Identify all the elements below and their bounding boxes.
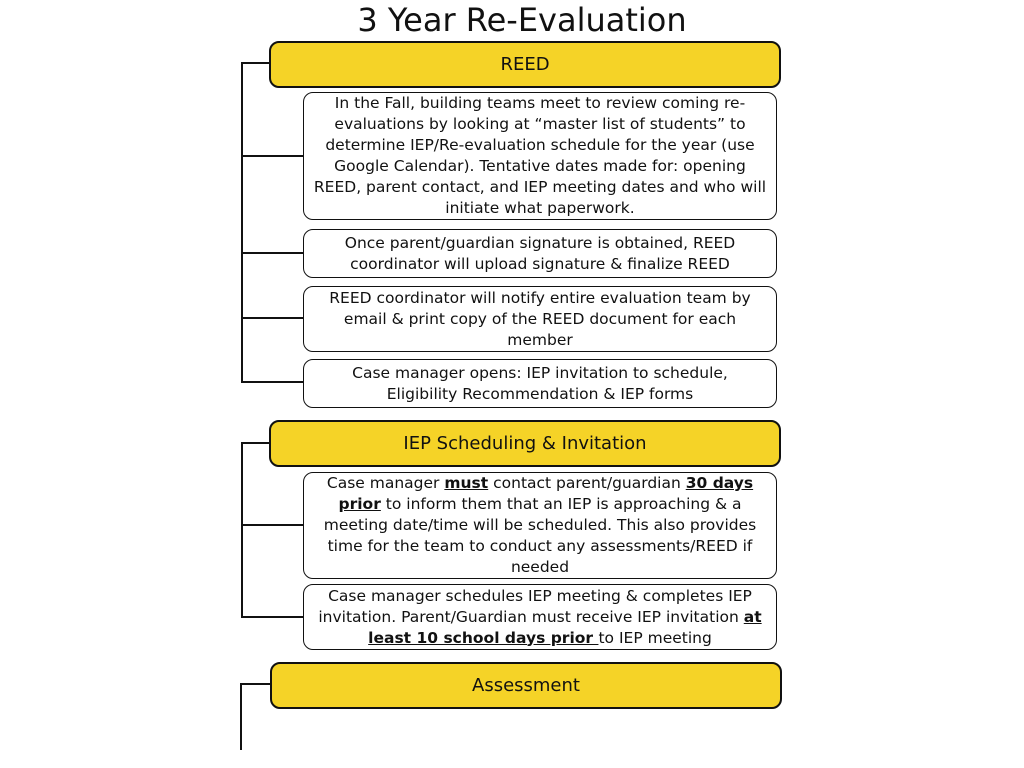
section-header-reed <box>269 41 781 88</box>
step-box <box>303 472 777 579</box>
connector-line <box>241 616 304 618</box>
text-run: to IEP meeting <box>598 628 712 647</box>
text-run: REED coordinator will notify entire evaluation team by email & print copy of the REED document for each member <box>329 288 751 349</box>
step-box <box>303 359 777 408</box>
step-text <box>310 586 770 649</box>
connector-line <box>241 442 270 444</box>
section-header-label: Assessment <box>472 675 580 696</box>
connector-line <box>241 317 304 319</box>
connector-line <box>241 63 243 383</box>
emphasized-text: 30 days prior <box>338 474 754 513</box>
step-box <box>303 92 777 220</box>
text-run: contact parent/guardian <box>488 474 686 492</box>
section-header-assessment <box>270 662 782 709</box>
section-header-iep-scheduling <box>269 420 781 467</box>
step-box <box>303 286 777 352</box>
step-text <box>310 93 770 219</box>
section-header-label: REED <box>500 54 550 75</box>
page-title: 3 Year Re-Evaluation <box>357 1 687 39</box>
connector-line <box>241 252 304 254</box>
connector-line <box>240 684 242 750</box>
text-run: In the Fall, building teams meet to review coming re-evaluations by looking at “master list of students” to determine IEP/Re-evaluation schedule for the year (use Google Calendar). Tentative dates made for: opening REED, parent contact, and IEP meeting dates and who will initiate what paperwork. <box>313 94 767 217</box>
connector-line <box>241 443 243 618</box>
connector-line <box>241 524 304 526</box>
step-box <box>303 584 777 650</box>
connector-line <box>241 381 304 383</box>
connector-line <box>241 62 270 64</box>
step-box <box>303 229 777 278</box>
step-text <box>310 233 770 275</box>
step-text <box>310 473 770 578</box>
emphasized-text: at least 10 school days prior <box>368 607 762 647</box>
connector-line <box>241 155 304 157</box>
text-run: Once parent/guardian signature is obtained, REED coordinator will upload signature & finalize REED <box>344 233 736 273</box>
connector-line <box>240 683 271 685</box>
text-run: to inform them that an IEP is approaching & a meeting date/time will be scheduled. This also provides time for the team to conduct any assessments/REED if needed <box>323 495 757 576</box>
step-text <box>310 288 770 351</box>
emphasized-text: must <box>444 474 489 492</box>
step-text <box>334 363 746 405</box>
section-header-label: IEP Scheduling & Invitation <box>403 433 647 454</box>
text-run: Case manager schedules IEP meeting & completes IEP invitation. Parent/Guardian must receive IEP invitation <box>318 586 752 626</box>
text-run: Case manager <box>326 474 445 492</box>
text-run: Case manager opens: IEP invitation to schedule, Eligibility Recommendation & IEP forms <box>352 363 728 403</box>
